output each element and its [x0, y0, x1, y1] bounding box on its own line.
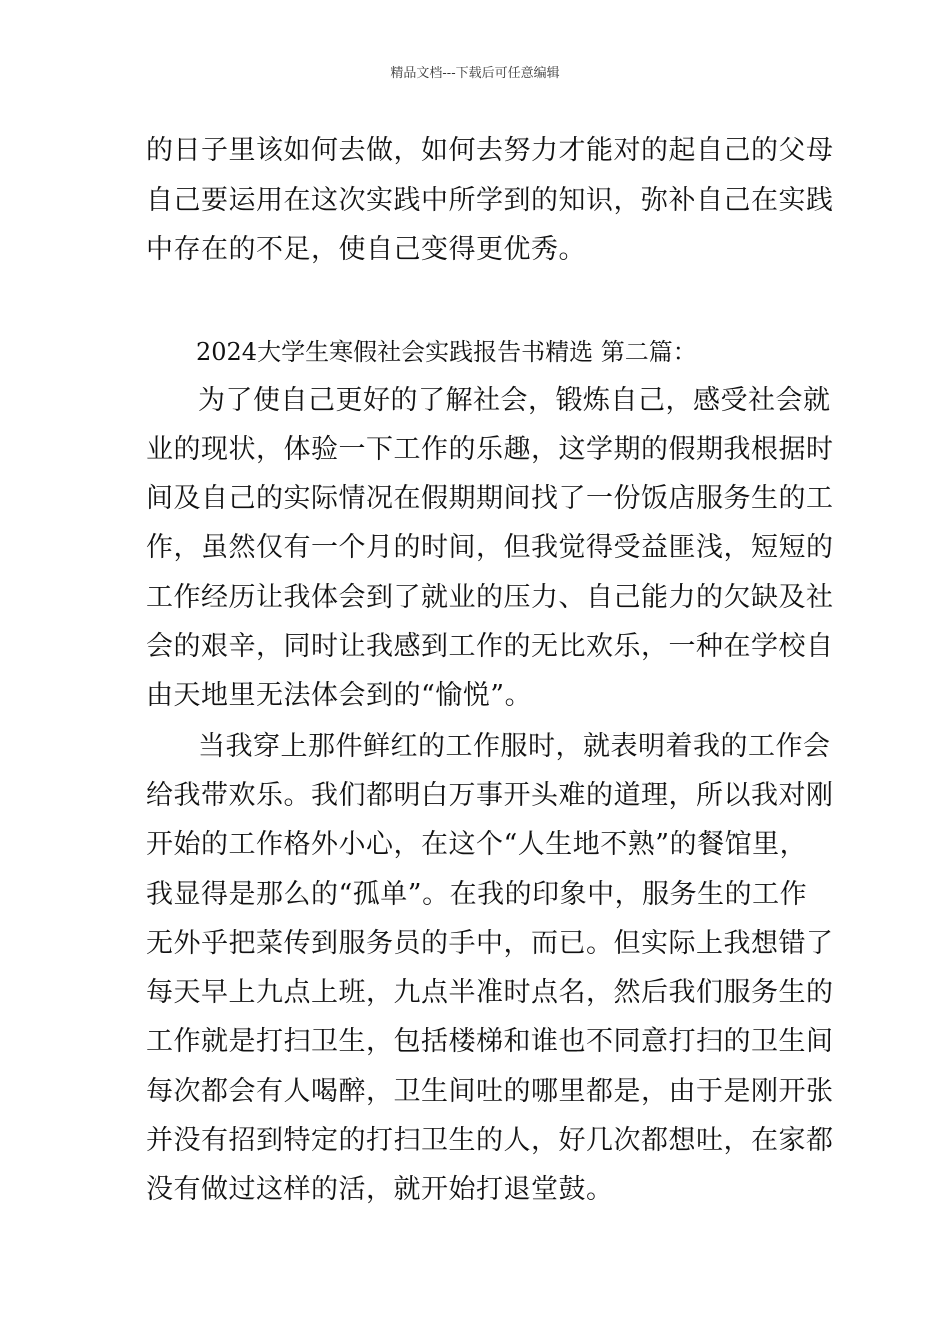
text-line: 由天地里无法体会到的“愉悦”。	[146, 680, 533, 711]
text-line: 间及自己的实际情况在假期期间找了一份饭店服务生的工	[146, 483, 834, 514]
text-line: 自己要运用在这次实践中所学到的知识，弥补自己在实践	[146, 185, 834, 216]
text-line: 无外乎把菜传到服务员的手中，而已。但实际上我想错了	[146, 928, 834, 959]
text-line: 中存在的不足，使自己变得更优秀。	[146, 234, 586, 265]
text-line: 作，虽然仅有一个月的时间，但我觉得受益匪浅，短短的	[146, 532, 834, 563]
text-line: 没有做过这样的活，就开始打退堂鼓。	[146, 1174, 614, 1205]
text-line: 当我穿上那件鲜红的工作服时，就表明着我的工作会	[198, 731, 831, 762]
text-line: 的日子里该如何去做，如何去努力才能对的起自己的父母	[146, 135, 834, 166]
text-line: 业的现状，体验一下工作的乐趣，这学期的假期我根据时	[146, 434, 834, 465]
text-line: 工作就是打扫卫生，包括楼梯和谁也不同意打扫的卫生间	[146, 1026, 834, 1057]
text-line: 工作经历让我体会到了就业的压力、自己能力的欠缺及社	[146, 582, 834, 613]
page-header: 精品文档---下载后可任意编辑	[390, 66, 560, 81]
text-line: 为了使自己更好的了解社会，锻炼自己，感受社会就	[198, 385, 831, 416]
text-line: 开始的工作格外小心，在这个“人生地不熟”的餐馆里，	[146, 829, 808, 860]
text-line: 给我带欢乐。我们都明白万事开头难的道理，所以我对刚	[146, 780, 834, 811]
text-line: 每次都会有人喝醉，卫生间吐的哪里都是，由于是刚开张	[146, 1076, 834, 1107]
text-line: 会的艰辛，同时让我感到工作的无比欢乐，一种在学校自	[146, 631, 834, 662]
text-line: 我显得是那么的“孤单”。在我的印象中，服务生的工作	[146, 879, 808, 910]
text-line: 并没有招到特定的打扫卫生的人，好几次都想吐，在家都	[146, 1125, 834, 1156]
text-line: 每天早上九点上班，九点半准时点名，然后我们服务生的	[146, 977, 834, 1008]
section-title: 2024大学生寒假社会实践报告书精选 第二篇：	[196, 338, 697, 366]
